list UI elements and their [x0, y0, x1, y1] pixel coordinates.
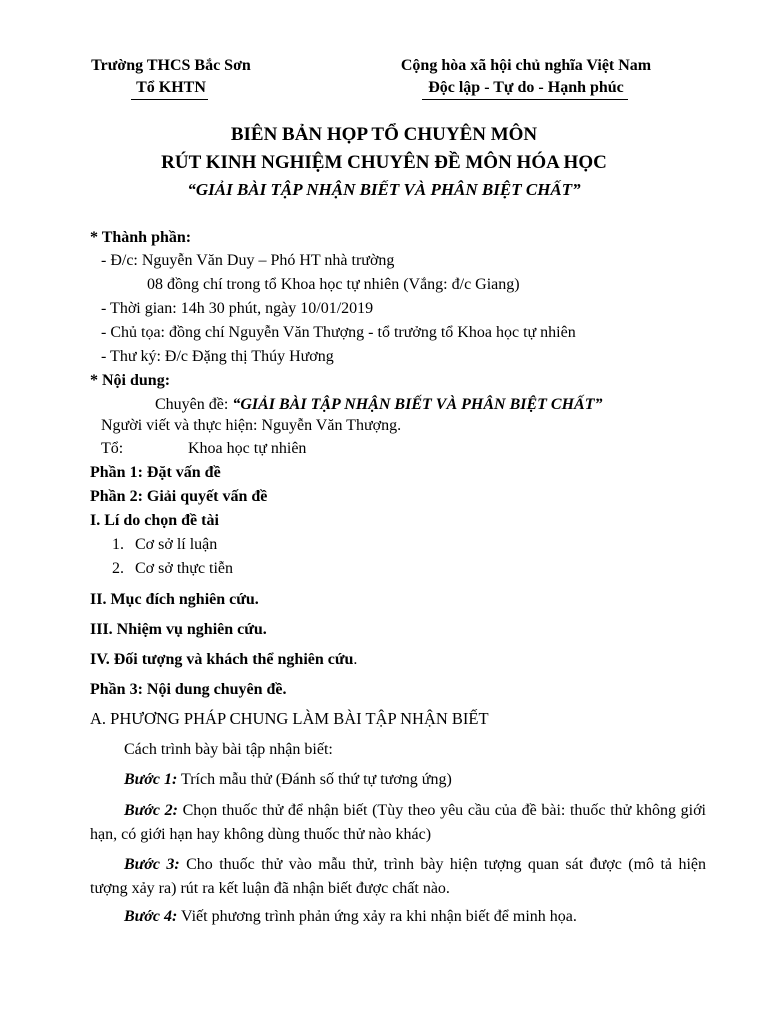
group-value: Khoa học tự nhiên — [188, 440, 307, 457]
step-4 — [124, 907, 577, 926]
step-4-text: Viết phương trình phản ứng xảy ra khi nhận biết để minh họa. — [177, 908, 577, 925]
country-name: Cộng hòa xã hội chủ nghĩa Việt Nam — [400, 57, 652, 74]
list-item: Cơ sở thực tiễn — [135, 560, 234, 577]
step-2 — [90, 799, 706, 847]
department-name: Tổ KHTN — [136, 79, 206, 96]
motto-underline — [422, 99, 628, 100]
part2-heading: Phần 2: Giải quyết vấn đề — [90, 488, 268, 505]
composition-item: - Thư ký: Đ/c Đặng thị Thúy Hương — [101, 348, 334, 365]
step-3-label: Bước 3: — [124, 856, 180, 873]
report-subtitle: RÚT KINH NGHIỆM CHUYÊN ĐỀ MÔN HÓA HỌC — [161, 152, 607, 173]
part1-heading: Phần 1: Đặt vấn đề — [90, 464, 221, 481]
composition-item: - Thời gian: 14h 30 phút, ngày 10/01/2019 — [101, 300, 374, 317]
list-item: Cơ sở lí luận — [135, 536, 218, 553]
section1-heading: I. Lí do chọn đề tài — [90, 512, 219, 529]
step-1 — [124, 770, 452, 789]
group-label: Tổ: — [101, 440, 124, 457]
step-1-label: Bước 1: — [124, 771, 178, 788]
step-4-label: Bước 4: — [124, 908, 178, 925]
sectionA-heading: A. PHƯƠNG PHÁP CHUNG LÀM BÀI TẬP NHẬN BIẾT — [90, 709, 489, 728]
topic-label: Chuyên đề: — [155, 396, 233, 413]
topic-line — [155, 395, 602, 414]
section3-heading: III. Nhiệm vụ nghiên cứu. — [90, 621, 267, 638]
composition-item: - Chủ tọa: đồng chí Nguyễn Văn Thượng - tổ trưởng tổ Khoa học tự nhiên — [101, 324, 576, 341]
step-3-text: Cho thuốc thử vào mẫu thử, trình bày hiện tượng quan sát được (mô tả hiện tượng xảy ra) rút ra kết luận đã nhận biết được chất nào. — [90, 856, 706, 897]
section4-heading: IV. Đối tượng và khách thể nghiên cứu — [90, 651, 354, 668]
content-heading: * Nội dung: — [90, 372, 171, 389]
department-underline — [131, 99, 208, 100]
topic-title: “GIẢI BÀI TẬP NHẬN BIẾT VÀ PHÂN BIỆT CHẤT” — [187, 180, 581, 199]
composition-item: 08 đồng chí trong tổ Khoa học tự nhiên (Vắng: đ/c Giang) — [147, 276, 520, 293]
list-number: 1. — [112, 536, 124, 553]
steps-intro: Cách trình bày bài tập nhận biết: — [124, 741, 333, 758]
report-title: BIÊN BẢN HỌP TỔ CHUYÊN MÔN — [230, 124, 538, 145]
part3-heading: Phần 3: Nội dung chuyên đề. — [90, 681, 287, 698]
section2-heading: II. Mục đích nghiên cứu. — [90, 591, 259, 608]
composition-item: - Đ/c: Nguyễn Văn Duy – Phó HT nhà trường — [101, 252, 395, 269]
school-name: Trường THCS Bắc Sơn — [91, 57, 251, 74]
step-3 — [90, 853, 706, 901]
section4-period: . — [353, 651, 358, 668]
author-line: Người viết và thực hiện: Nguyễn Văn Thượng. — [101, 417, 402, 434]
list-number: 2. — [112, 560, 124, 577]
section4-line — [90, 650, 357, 669]
national-motto: Độc lập - Tự do - Hạnh phúc — [428, 79, 624, 96]
step-2-label: Bước 2: — [124, 802, 178, 819]
step-2-text: Chọn thuốc thử để nhận biết (Tùy theo yêu cầu của đề bài: thuốc thử không giới hạn, có giới hạn hay không dùng thuốc thử nào khác) — [90, 802, 706, 843]
step-1-text: Trích mẫu thử (Đánh số thứ tự tương ứng) — [177, 771, 452, 788]
topic-value: “GIẢI BÀI TẬP NHẬN BIẾT VÀ PHÂN BIỆT CHẤT” — [232, 396, 603, 413]
composition-heading: * Thành phần: — [90, 229, 192, 246]
